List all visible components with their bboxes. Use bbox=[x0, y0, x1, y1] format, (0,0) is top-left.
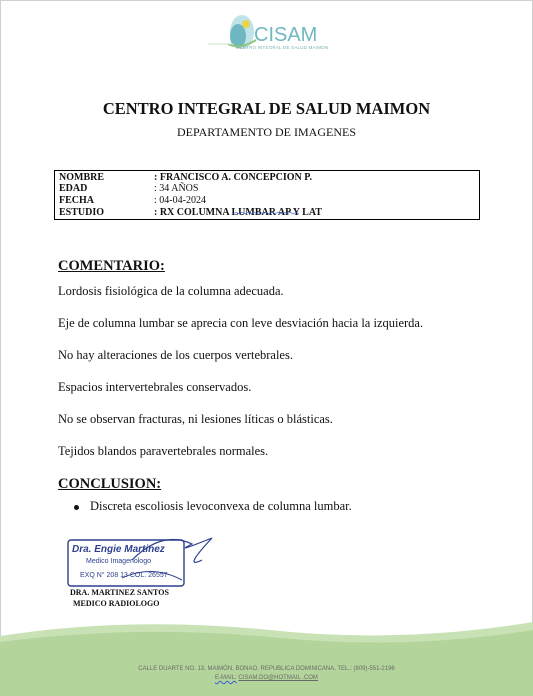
bullet-icon bbox=[74, 505, 79, 510]
logo-tagline: CENTRO INTEGRAL DE SALUD MAIMON bbox=[236, 45, 329, 50]
comentario-line: No se observan fracturas, ni lesiones líticas o blásticas. bbox=[58, 412, 333, 426]
stamp-doctor-name: Dra. Engie Martinez bbox=[72, 544, 165, 555]
patient-label: ESTUDIO bbox=[59, 207, 105, 218]
conclusion-heading: CONCLUSION: bbox=[58, 476, 162, 492]
footer-email[interactable]: CISAM.DO@HOTMAIL .COM bbox=[238, 675, 318, 681]
footer-wave-icon bbox=[0, 608, 533, 696]
patient-label: FECHA bbox=[59, 195, 94, 206]
spellcheck-squiggle bbox=[233, 212, 301, 215]
patient-value: : 34 AÑOS bbox=[154, 183, 199, 194]
department-subtitle: DEPARTAMENTO DE IMAGENES bbox=[177, 125, 356, 139]
stamp-doctor-role: Medico Imagenologo bbox=[86, 558, 151, 565]
patient-value: : FRANCISCO A. CONCEPCION P. bbox=[154, 172, 312, 183]
doctor-stamp bbox=[62, 530, 222, 594]
footer-email-line bbox=[0, 675, 533, 681]
conclusion-item: Discreta escoliosis levoconvexa de columna lumbar. bbox=[90, 499, 352, 513]
comentario-line: No hay alteraciones de los cuerpos vertebrales. bbox=[58, 348, 293, 362]
signature-role: MEDICO RADIOLOGO bbox=[73, 599, 160, 608]
comentario-line: Eje de columna lumbar se aprecia con leve desviación hacia la izquierda. bbox=[58, 316, 424, 330]
patient-label: NOMBRE bbox=[59, 172, 104, 183]
footer-address: CALLE DUARTE NO. 13, MAIMÓN, BONAO, REPUBLICA DOMINICANA, TEL.: (809)-551-2196 bbox=[138, 666, 395, 672]
patient-value: : 04-04-2024 bbox=[154, 195, 206, 206]
comentario-heading: COMENTARIO: bbox=[58, 258, 165, 274]
patient-label: EDAD bbox=[59, 183, 88, 194]
patient-info-box bbox=[54, 170, 480, 220]
stamp-exequatur: EXQ N° 208 13 COL. 26557 bbox=[80, 572, 168, 579]
page-title: CENTRO INTEGRAL DE SALUD MAIMON bbox=[102, 99, 431, 118]
patient-value: : RX COLUMNA LUMBAR AP Y LAT bbox=[154, 207, 322, 218]
comentario-line: Espacios intervertebrales conservados. bbox=[58, 380, 252, 394]
comentario-line: Tejidos blandos paravertebrales normales. bbox=[58, 444, 269, 458]
cisam-logo bbox=[200, 10, 340, 56]
footer-email-prefix: E-MAIL: bbox=[215, 675, 237, 681]
comentario-line: Lordosis fisiológica de la columna adecuada. bbox=[58, 284, 284, 298]
signature-name: DRA. MARTINEZ SANTOS bbox=[70, 588, 169, 597]
logo-name: CISAM bbox=[254, 24, 318, 46]
